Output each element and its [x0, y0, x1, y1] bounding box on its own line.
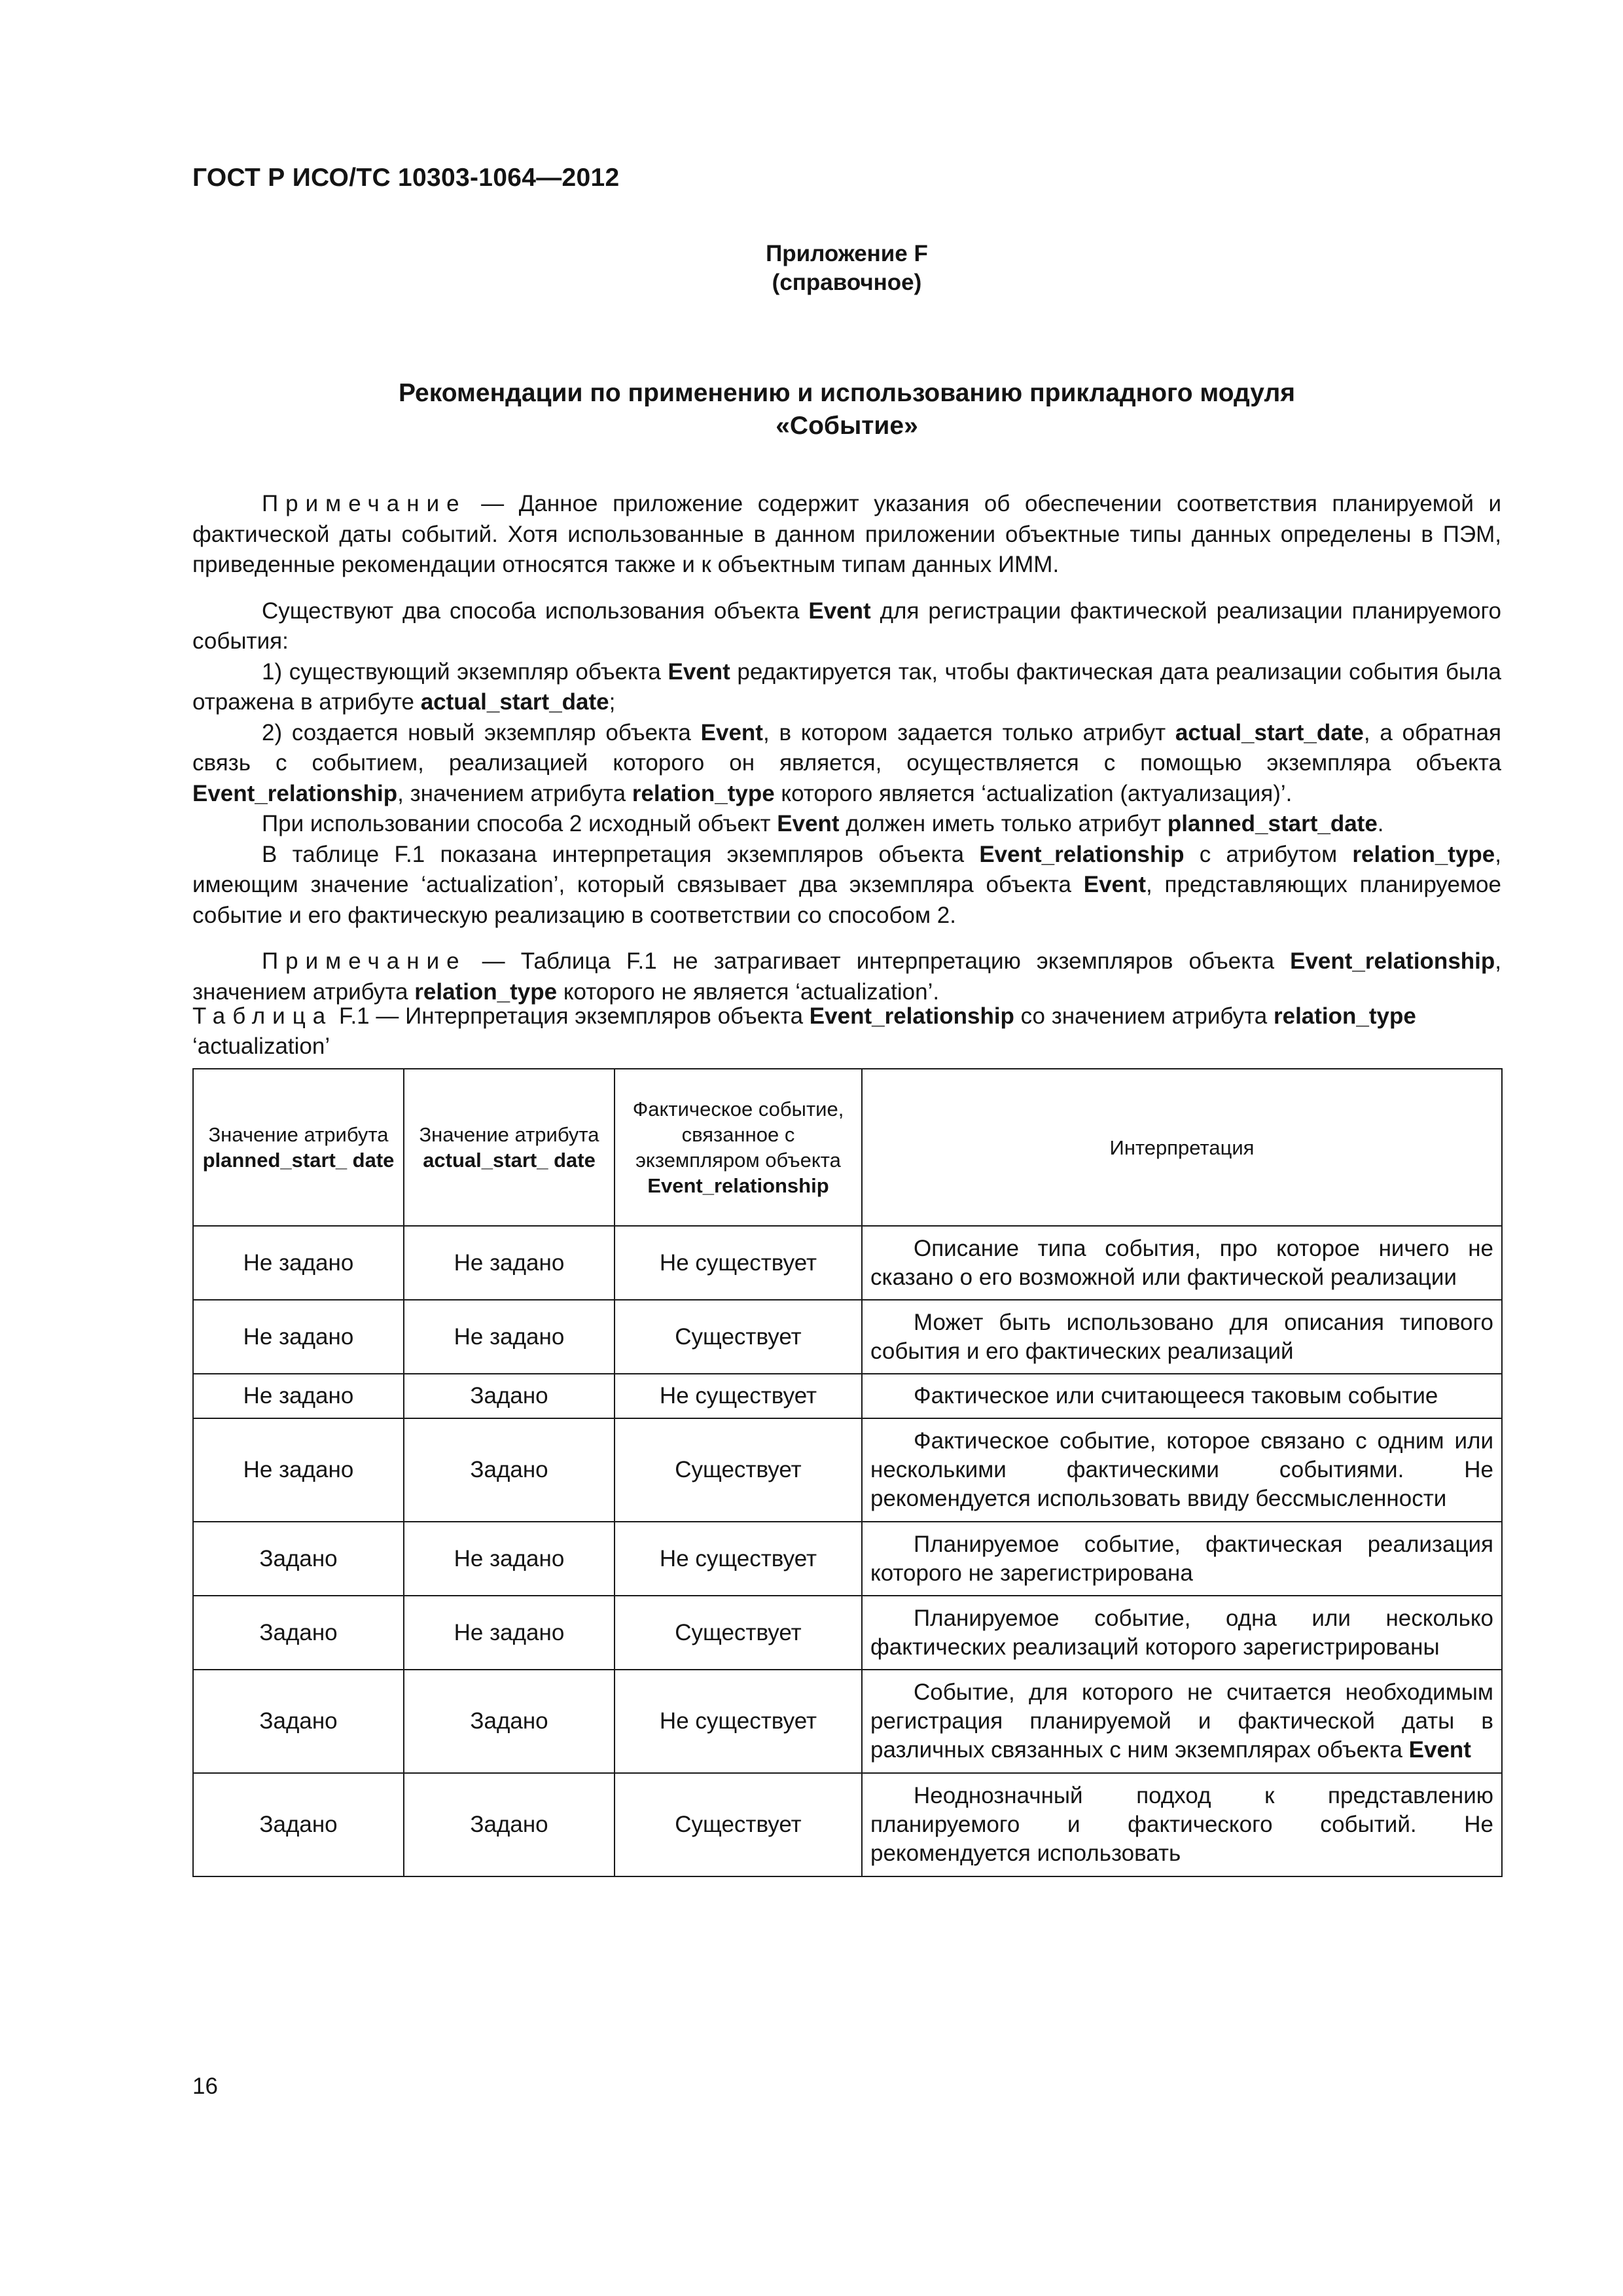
table-row [193, 1300, 1502, 1374]
table-row [193, 1374, 1502, 1418]
cell-actual-start-date: Задано [404, 1374, 615, 1418]
body-text [192, 489, 1501, 1007]
document-code: ГОСТ Р ИСО/ТС 10303-1064—2012 [192, 164, 620, 192]
table-row [193, 1226, 1502, 1300]
annex-title-line-1: Рекомендации по применению и использованию прикладного модуля [399, 379, 1295, 407]
cell-interpretation: Планируемое событие, фактическая реализация которого не зарегистрирована [862, 1522, 1502, 1596]
note-1-text: — Данное приложение содержит указания об обеспечении соответствия планируемой и фактической даты событий. Хотя использованные в данном приложении объектные типы данных определены в ПЭМ, приведенные рекомендации относятся также и к объектным типам данных ИММ. [192, 491, 1501, 577]
cell-planned-start-date: Не задано [193, 1418, 404, 1522]
header-planned-start-date: Значение атрибута planned_start_ date [193, 1069, 404, 1226]
cell-interpretation: Может быть использовано для описания типового события и его фактических реализаций [862, 1300, 1502, 1374]
paragraph-methods: Существуют два способа использования объекта Event для регистрации фактической реализации планируемого события: [192, 598, 1501, 654]
cell-related-event: Существует [615, 1418, 862, 1522]
cell-interpretation: Описание типа события, про которое ничего не сказано о его возможной или фактической реализации [862, 1226, 1502, 1300]
cell-interpretation: Событие, для которого не считается необходимым регистрация планируемой и фактической даты в различных связанных с ним экземплярах объекта Event [862, 1670, 1502, 1773]
cell-related-event: Существует [615, 1596, 862, 1670]
cell-actual-start-date: Не задано [404, 1300, 615, 1374]
cell-planned-start-date: Не задано [193, 1226, 404, 1300]
table-row [193, 1773, 1502, 1876]
note-2: Примечание — Таблица F.1 не затрагивает интерпретацию экземпляров объекта Event_relationship, значением атрибута relation_type которого не является ‘actualization’. [192, 948, 1501, 1005]
annex-title [192, 377, 1501, 442]
note-2-label: Примечание [262, 948, 467, 974]
cell-interpretation: Фактическое событие, которое связано с одним или несколькими фактическими событиями. Не рекомендуется использовать ввиду бессмысленности [862, 1418, 1502, 1522]
header-interpretation: Интерпретация [862, 1069, 1502, 1226]
paragraph-method-2: При использовании способа 2 исходный объект Event должен иметь только атрибут planned_start_date. [262, 811, 1384, 836]
cell-related-event: Не существует [615, 1522, 862, 1596]
header-related-event: Фактическое событие, связанное с экземпляром объекта Event_relationship [615, 1069, 862, 1226]
list-item-2: 2) создается новый экземпляр объекта Event, в котором задается только атрибут actual_start_date, а обратная связь с событием, реализацией которого он является, осуществляется с помощью экземпляра объекта Event_relationship, значением атрибута relation_type которого является ‘actualization (актуализация)’. [192, 719, 1502, 806]
cell-interpretation: Планируемое событие, одна или несколько фактических реализаций которого зарегистрированы [862, 1596, 1502, 1670]
note-1 [192, 489, 1501, 581]
table-row [193, 1522, 1502, 1596]
cell-actual-start-date: Задано [404, 1670, 615, 1773]
cell-actual-start-date: Задано [404, 1773, 615, 1876]
cell-related-event: Не существует [615, 1670, 862, 1773]
paragraph-table-intro: В таблице F.1 показана интерпретация экземпляров объекта Event_relationship с атрибутом relation_type, имеющим значение ‘actualization’, который связывает два экземпляра объекта Event, представляющих планируемое событие и его фактическую реализацию в соответствии со способом 2. [192, 841, 1502, 928]
list-item-1: 1) существующий экземпляр объекта Event редактируется так, чтобы фактическая дата реализации события была отражена в атрибуте actual_start_date; [192, 658, 1501, 715]
note-1-label: Примечание [262, 491, 467, 516]
table-row [193, 1596, 1502, 1670]
header-actual-start-date: Значение атрибута actual_start_ date [404, 1069, 615, 1226]
cell-planned-start-date: Задано [193, 1670, 404, 1773]
cell-related-event: Существует [615, 1300, 862, 1374]
annex-label: Приложение F [766, 241, 928, 266]
cell-planned-start-date: Не задано [193, 1300, 404, 1374]
cell-related-event: Существует [615, 1773, 862, 1876]
cell-interpretation: Неоднозначный подход к представлению планируемого и фактического событий. Не рекомендуется использовать [862, 1773, 1502, 1876]
table-row [193, 1418, 1502, 1522]
interpretation-table [192, 1068, 1503, 1877]
cell-actual-start-date: Не задано [404, 1596, 615, 1670]
annex-title-line-2: «Событие» [776, 412, 918, 440]
page-number: 16 [192, 2073, 218, 2099]
cell-planned-start-date: Не задано [193, 1374, 404, 1418]
table-caption: Таблица F.1 — Интерпретация экземпляров объекта Event_relationship со значением атрибута relation_type ‘actualization’ [192, 1003, 1416, 1059]
cell-planned-start-date: Задано [193, 1522, 404, 1596]
table-header-row [193, 1069, 1502, 1226]
cell-actual-start-date: Не задано [404, 1226, 615, 1300]
cell-planned-start-date: Задано [193, 1596, 404, 1670]
annex-heading [192, 240, 1501, 297]
cell-interpretation: Фактическое или считающееся таковым событие [862, 1374, 1502, 1418]
cell-actual-start-date: Задано [404, 1418, 615, 1522]
cell-related-event: Не существует [615, 1374, 862, 1418]
annex-kind: (справочное) [772, 270, 922, 295]
cell-planned-start-date: Задано [193, 1773, 404, 1876]
table-row [193, 1670, 1502, 1773]
cell-actual-start-date: Не задано [404, 1522, 615, 1596]
cell-related-event: Не существует [615, 1226, 862, 1300]
table-caption-label: Таблица [192, 1003, 333, 1029]
